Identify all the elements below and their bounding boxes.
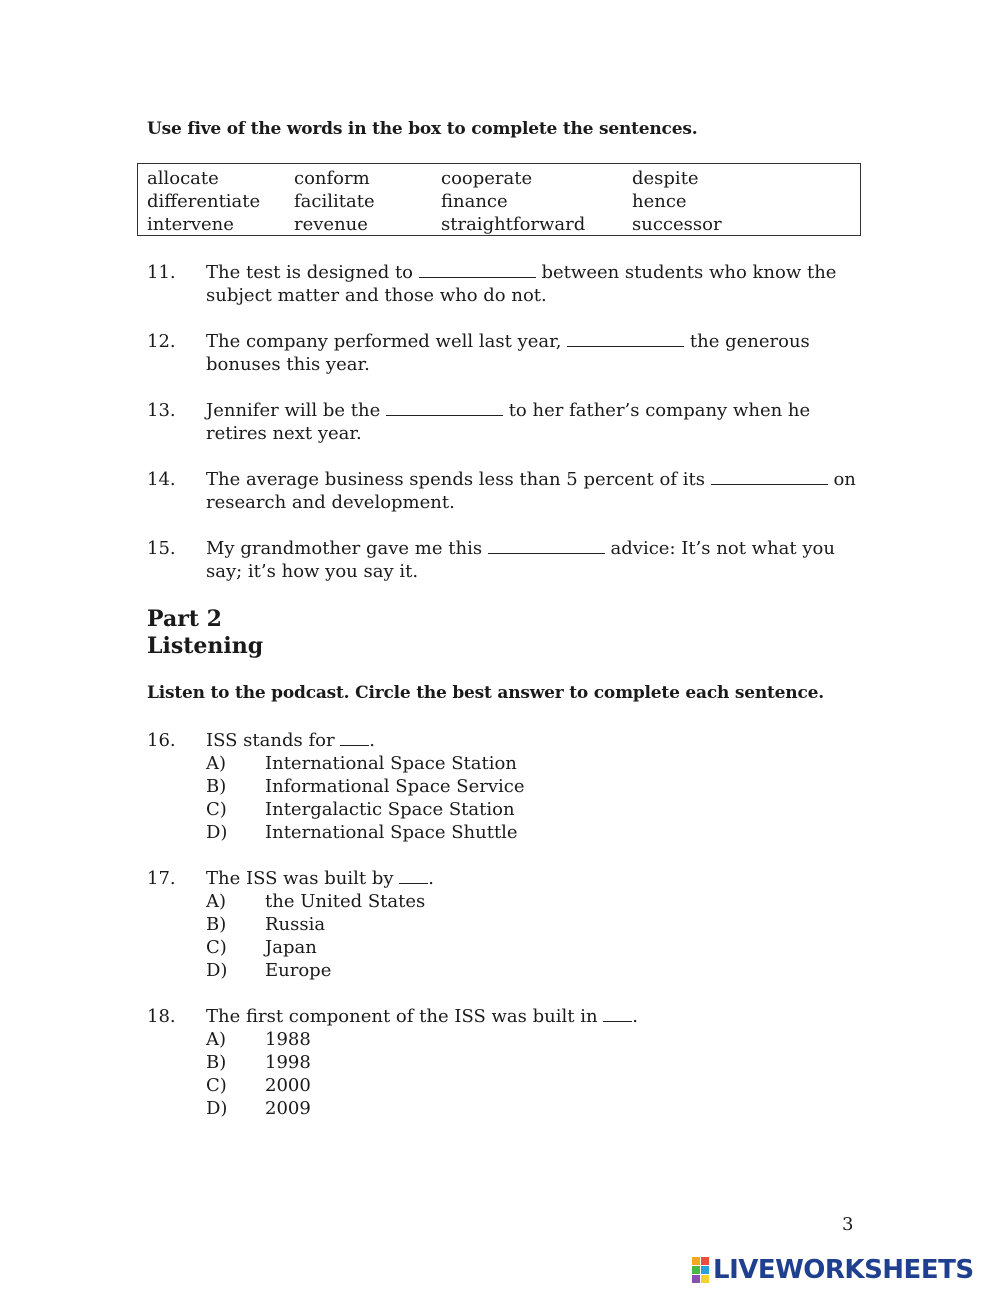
- word: successor: [632, 214, 722, 235]
- word: differentiate: [147, 191, 261, 212]
- question-text: Jennifer will be the: [206, 400, 381, 421]
- option-letter[interactable]: A): [206, 1029, 227, 1050]
- question-number: 12.: [147, 331, 176, 352]
- option-text[interactable]: Informational Space Service: [265, 776, 525, 797]
- logo-mark-icon: [692, 1257, 709, 1283]
- option-text[interactable]: Intergalactic Space Station: [265, 799, 515, 820]
- word: conform: [294, 168, 370, 189]
- word: facilitate: [294, 191, 375, 212]
- question-number: 15.: [147, 538, 176, 559]
- word: cooperate: [441, 168, 533, 189]
- answer-blank[interactable]: [711, 469, 828, 485]
- answer-blank[interactable]: [419, 262, 536, 278]
- option-letter[interactable]: C): [206, 799, 227, 820]
- word: despite: [632, 168, 699, 189]
- answer-blank: [340, 730, 369, 746]
- question-text: the generous bonuses this year.: [206, 331, 810, 375]
- answer-blank: [603, 1006, 632, 1022]
- word: allocate: [147, 168, 219, 189]
- question-18: [206, 1005, 866, 1028]
- option-letter[interactable]: D): [206, 822, 228, 843]
- option-letter[interactable]: B): [206, 776, 227, 797]
- question-11: [206, 261, 866, 307]
- liveworksheets-logo[interactable]: [692, 1256, 974, 1284]
- question-12: [206, 330, 866, 376]
- question-number: 14.: [147, 469, 176, 490]
- option-text[interactable]: Japan: [265, 937, 317, 958]
- section-heading: Listening: [147, 633, 264, 659]
- option-letter[interactable]: B): [206, 914, 227, 935]
- question-number: 18.: [147, 1006, 176, 1027]
- option-text[interactable]: Russia: [265, 914, 326, 935]
- answer-blank[interactable]: [386, 400, 503, 416]
- question-16: [206, 729, 866, 752]
- question-number: 16.: [147, 730, 176, 751]
- answer-blank: [399, 868, 428, 884]
- option-letter[interactable]: A): [206, 891, 227, 912]
- option-text[interactable]: International Space Station: [265, 753, 517, 774]
- question-text: advice: It’s not what you say; it’s how you say it.: [206, 538, 835, 582]
- question-text: between students who know the subject matter and those who do not.: [206, 262, 837, 306]
- word: intervene: [147, 214, 234, 235]
- option-text[interactable]: International Space Shuttle: [265, 822, 518, 843]
- option-letter[interactable]: C): [206, 1075, 227, 1096]
- option-text[interactable]: Europe: [265, 960, 332, 981]
- question-text: to her father’s company when he retires next year.: [206, 400, 811, 444]
- option-letter[interactable]: A): [206, 753, 227, 774]
- word-box: [137, 163, 861, 236]
- question-text: The company performed well last year,: [206, 331, 562, 352]
- option-text[interactable]: 1998: [265, 1052, 311, 1073]
- option-text[interactable]: 2009: [265, 1098, 311, 1119]
- page-number: 3: [842, 1214, 854, 1235]
- question-text: on research and development.: [206, 469, 856, 513]
- part-heading: Part 2: [147, 606, 222, 632]
- question-number: 11.: [147, 262, 176, 283]
- question-punct: .: [369, 730, 376, 751]
- question-14: [206, 468, 866, 514]
- option-text[interactable]: 2000: [265, 1075, 311, 1096]
- question-number: 17.: [147, 868, 176, 889]
- question-text: ISS stands for: [206, 730, 335, 751]
- option-letter[interactable]: D): [206, 960, 228, 981]
- option-text[interactable]: 1988: [265, 1029, 311, 1050]
- instructions-listening: Listen to the podcast. Circle the best answer to complete each sentence.: [147, 683, 824, 703]
- question-15: [206, 537, 866, 583]
- word: finance: [441, 191, 508, 212]
- instructions-vocabulary: Use five of the words in the box to complete the sentences.: [147, 119, 698, 139]
- question-text: My grandmother gave me this: [206, 538, 483, 559]
- option-letter[interactable]: B): [206, 1052, 227, 1073]
- answer-blank[interactable]: [567, 331, 684, 347]
- word: straightforward: [441, 214, 586, 235]
- question-text: The ISS was built by: [206, 868, 394, 889]
- question-punct: .: [428, 868, 434, 889]
- question-text: The average business spends less than 5 percent of its: [206, 469, 705, 490]
- answer-blank[interactable]: [488, 538, 605, 554]
- word: hence: [632, 191, 687, 212]
- question-text: The first component of the ISS was built in: [206, 1006, 598, 1027]
- option-text[interactable]: the United States: [265, 891, 426, 912]
- logo-text: LIVEWORKSHEETS: [713, 1255, 974, 1285]
- option-letter[interactable]: C): [206, 937, 227, 958]
- question-punct: .: [632, 1006, 639, 1027]
- word: revenue: [294, 214, 368, 235]
- question-text: The test is designed to: [206, 262, 414, 283]
- question-number: 13.: [147, 400, 176, 421]
- question-17: [206, 867, 866, 890]
- option-letter[interactable]: D): [206, 1098, 228, 1119]
- question-13: [206, 399, 866, 445]
